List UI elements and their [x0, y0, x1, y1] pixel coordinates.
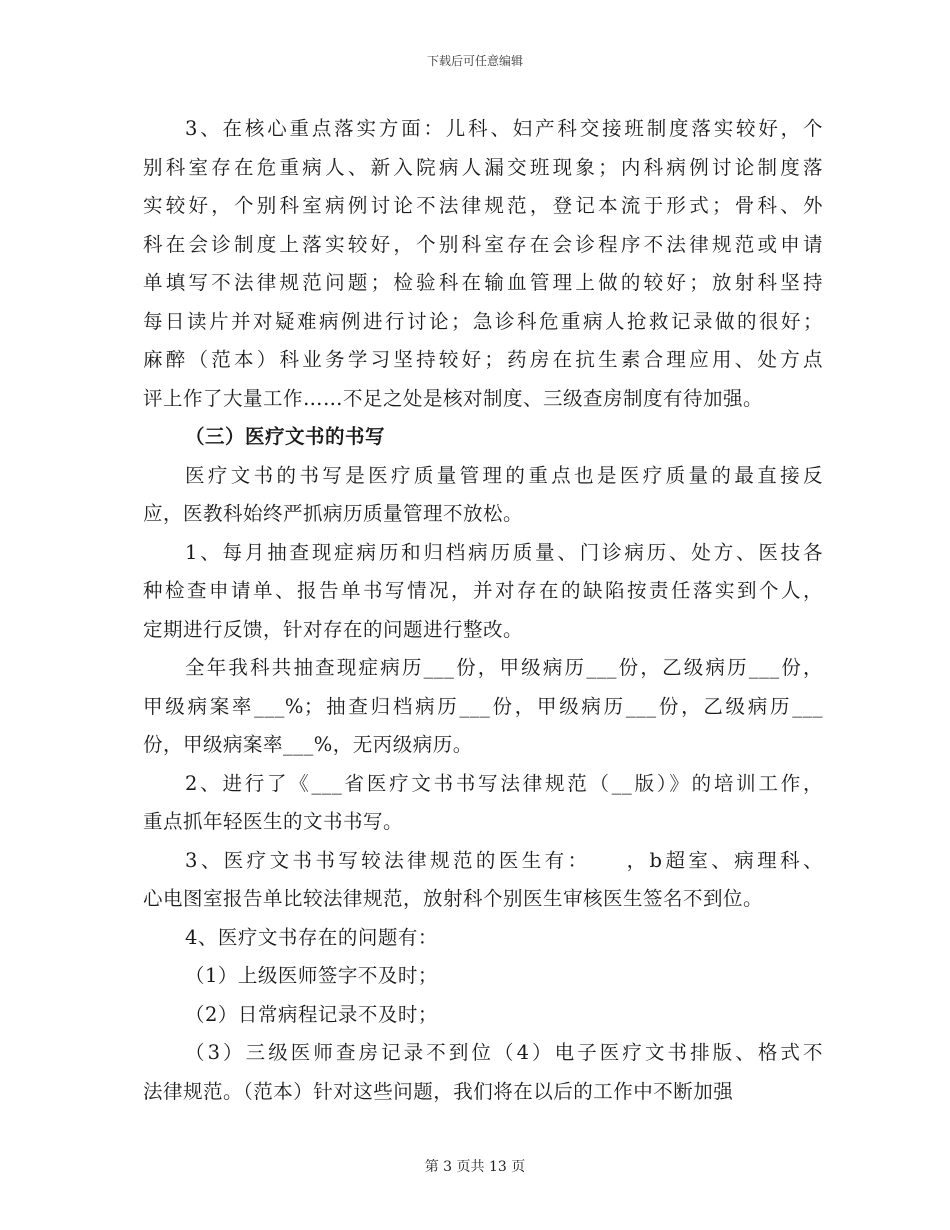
paragraph-line: 重点抓年轻医生的文书书写。 — [143, 810, 404, 833]
paragraph-line: 评上作了大量工作……不足之处是核对制度、三级查房制度有待加强。 — [143, 386, 764, 410]
paragraph-line: 每日读片并对疑难病例进行讨论；急诊科危重病人抢救记录做的很好； — [143, 309, 823, 333]
paragraph-line: 3、在核心重点落实方面：儿科、妇产科交接班制度落实较好，个 — [185, 117, 823, 140]
list-item: （3）三级医师查房记录不到位（4）电子医疗文书排版、格式不 — [185, 1041, 823, 1064]
paragraph-line: 心电图室报告单比较法律规范，放射科个别医生审核医生签名不到位。 — [143, 887, 764, 910]
paragraph-line: 单填写不法律规范问题；检验科在输血管理上做的较好；放射科坚持 — [143, 271, 823, 294]
document-body — [143, 110, 823, 1111]
section-heading: （三）医疗文书的书写 — [185, 425, 386, 448]
paragraph-line: 4、医疗文书存在的问题有： — [185, 925, 438, 949]
paragraph-line: 1、每月抽查现症病历和归档病历质量、门诊病历、处方、医技各 — [185, 540, 823, 564]
paragraph-line: 法律规范。（范本）针对这些问题，我们将在以后的工作中不断加强 — [143, 1079, 734, 1103]
paragraph-line: 别科室存在危重病人、新入院病人漏交班现象；内科病例讨论制度落 — [143, 155, 823, 179]
paragraph-line: 3、医疗文书书写较法律规范的医生有： ，b超室、病理科、 — [185, 848, 823, 872]
paragraph-line: 全年我科共抽查现症病历___份，甲级病历___份，乙级病历___份， — [185, 656, 823, 679]
page-header: 下载后可任意编辑 — [426, 54, 523, 68]
paragraph-line: 种检查申请单、报告单书写情况，并对存在的缺陷按责任落实到个人， — [143, 579, 823, 602]
page-footer: 第 3 页共 13 页 — [424, 1159, 526, 1175]
paragraph-line: 定期进行反馈，针对存在的问题进行整改。 — [143, 617, 524, 641]
paragraph-line: 甲级病案率___%；抽查归档病历___份，甲级病历___份，乙级病历___ — [143, 694, 823, 718]
paragraph-line: 应，医教科始终严抓病历质量管理不放松。 — [143, 502, 524, 525]
list-item: （1）上级医师签字不及时； — [185, 964, 438, 987]
paragraph-line: 医疗文书的书写是医疗质量管理的重点也是医疗质量的最直接反 — [185, 463, 823, 487]
list-item: （2）日常病程记录不及时； — [185, 1002, 438, 1026]
paragraph-line: 2、进行了《___省医疗文书书写法律规范（__版）》的培训工作， — [185, 771, 823, 795]
paragraph-line: 麻醉（范本）科业务学习坚持较好；药房在抗生素合理应用、处方点 — [143, 348, 823, 371]
paragraph-line: 份，甲级病案率___%，无丙级病历。 — [143, 733, 473, 756]
paragraph-line: 科在会诊制度上落实较好，个别科室存在会诊程序不法律规范或申请 — [143, 232, 823, 256]
paragraph-line: 实较好，个别科室病例讨论不法律规范，登记本流于形式；骨科、外 — [143, 194, 823, 217]
